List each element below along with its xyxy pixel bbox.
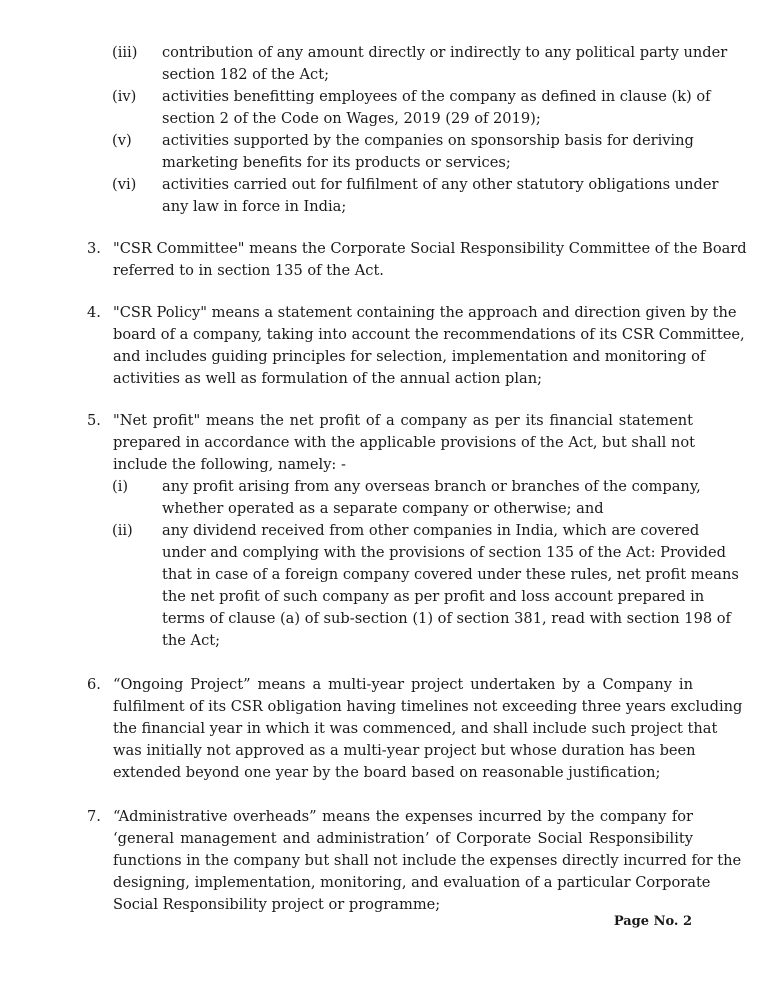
clause-number: (iii) bbox=[112, 44, 138, 61]
clause-text: Social Responsibility project or programme; bbox=[113, 896, 441, 913]
clause-5 bbox=[0, 410, 758, 432]
clause-text-line bbox=[0, 608, 758, 630]
clause-text-line bbox=[0, 432, 758, 454]
clause-text-line bbox=[0, 454, 758, 476]
clause-7 bbox=[0, 806, 758, 828]
clause-text-line bbox=[0, 762, 758, 784]
clause-text-line bbox=[0, 586, 758, 608]
page-number: Page No. 2 bbox=[613, 914, 692, 929]
clause-text: “Ongoing Project” means a multi-year project undertaken by a Company in bbox=[113, 676, 693, 693]
clause-text: contribution of any amount directly or indirectly to any political party under bbox=[162, 44, 728, 61]
clause-text-line bbox=[0, 718, 758, 740]
clause-text-line bbox=[0, 740, 758, 762]
clause-text: activities supported by the companies on sponsorship basis for deriving bbox=[162, 132, 694, 149]
clause-text: marketing benefits for its products or services; bbox=[162, 154, 511, 171]
clause-text-line bbox=[0, 324, 758, 346]
sub-clause-vi bbox=[0, 174, 758, 196]
clause-text: any law in force in India; bbox=[162, 198, 347, 215]
clause-number: 7. bbox=[87, 808, 101, 825]
clause-number: (ii) bbox=[112, 522, 133, 539]
clause-text-line bbox=[0, 542, 758, 564]
clause-text-line bbox=[0, 828, 758, 850]
clause-text: designing, implementation, monitoring, and evaluation of a particular Corporate bbox=[113, 874, 711, 891]
clause-text: section 2 of the Code on Wages, 2019 (29 of 2019); bbox=[162, 110, 541, 127]
sub-clause-iii bbox=[0, 42, 758, 64]
clause-number: (iv) bbox=[112, 88, 137, 105]
clause-3 bbox=[0, 238, 758, 260]
clause-text: fulfilment of its CSR obligation having timelines not exceeding three years excluding bbox=[113, 698, 743, 715]
clause-text: board of a company, taking into account the recommendations of its CSR Committee, bbox=[113, 326, 745, 343]
clause-text-line bbox=[0, 346, 758, 368]
clause-text: and includes guiding principles for selection, implementation and monitoring of bbox=[113, 348, 706, 365]
clause-text: activities benefitting employees of the company as defined in clause (k) of bbox=[162, 88, 711, 105]
clause-text: "CSR Committee" means the Corporate Social Responsibility Committee of the Board bbox=[113, 240, 747, 257]
clause-text-line bbox=[0, 564, 758, 586]
clause-number: 5. bbox=[87, 412, 101, 429]
clause-text: any dividend received from other companies in India, which are covered bbox=[162, 522, 700, 539]
clause-number: (i) bbox=[112, 478, 129, 495]
clause-text: whether operated as a separate company or otherwise; and bbox=[162, 500, 604, 517]
clause-4 bbox=[0, 302, 758, 324]
clause-text-line bbox=[0, 872, 758, 894]
clause-number: (v) bbox=[112, 132, 132, 149]
clause-text: section 182 of the Act; bbox=[162, 66, 330, 83]
sub-clause-ii bbox=[0, 520, 758, 542]
clause-text: terms of clause (a) of sub-section (1) of section 381, read with section 198 of bbox=[162, 610, 731, 627]
clause-text: referred to in section 135 of the Act. bbox=[113, 262, 384, 279]
clause-text: was initially not approved as a multi-year project but whose duration has been bbox=[113, 742, 696, 759]
clause-text: activities as well as formulation of the annual action plan; bbox=[113, 370, 543, 387]
clause-text-line bbox=[0, 498, 758, 520]
clause-number: 3. bbox=[87, 240, 101, 257]
clause-text-line bbox=[0, 196, 758, 218]
clause-number: (vi) bbox=[112, 176, 137, 193]
clause-text-line bbox=[0, 696, 758, 718]
clause-text-line bbox=[0, 64, 758, 86]
clause-6 bbox=[0, 674, 758, 696]
clause-text-line bbox=[0, 850, 758, 872]
sub-clause-v bbox=[0, 130, 758, 152]
clause-text: functions in the company but shall not include the expenses directly incurred for the bbox=[113, 852, 742, 869]
clause-text-line bbox=[0, 152, 758, 174]
clause-text: any profit arising from any overseas branch or branches of the company, bbox=[162, 478, 701, 495]
sub-clause-i bbox=[0, 476, 758, 498]
clause-text: "Net profit" means the net profit of a company as per its financial statement bbox=[113, 412, 693, 429]
sub-clause-iv bbox=[0, 86, 758, 108]
clause-text: activities carried out for fulfilment of any other statutory obligations under bbox=[162, 176, 719, 193]
clause-text: the financial year in which it was commenced, and shall include such project that bbox=[113, 720, 718, 737]
clause-text: under and complying with the provisions of section 135 of the Act: Provided bbox=[162, 544, 726, 561]
clause-text-line bbox=[0, 108, 758, 130]
clause-text: that in case of a foreign company covered under these rules, net profit means bbox=[162, 566, 739, 583]
clause-text-line bbox=[0, 368, 758, 390]
clause-text: the net profit of such company as per profit and loss account prepared in bbox=[162, 588, 705, 605]
clause-number: 6. bbox=[87, 676, 101, 693]
clause-text-line bbox=[0, 630, 758, 652]
clause-text-line bbox=[0, 260, 758, 282]
clause-text: "CSR Policy" means a statement containing the approach and direction given by the bbox=[113, 304, 737, 321]
clause-text: extended beyond one year by the board based on reasonable justification; bbox=[113, 764, 661, 781]
clause-text: the Act; bbox=[162, 632, 221, 649]
clause-text: include the following, namely: - bbox=[113, 456, 346, 473]
clause-text: prepared in accordance with the applicable provisions of the Act, but shall not bbox=[113, 434, 696, 451]
clause-text: “Administrative overheads” means the expenses incurred by the company for bbox=[113, 808, 693, 825]
clause-number: 4. bbox=[87, 304, 101, 321]
clause-text: ‘general management and administration’ of Corporate Social Responsibility bbox=[113, 830, 693, 847]
